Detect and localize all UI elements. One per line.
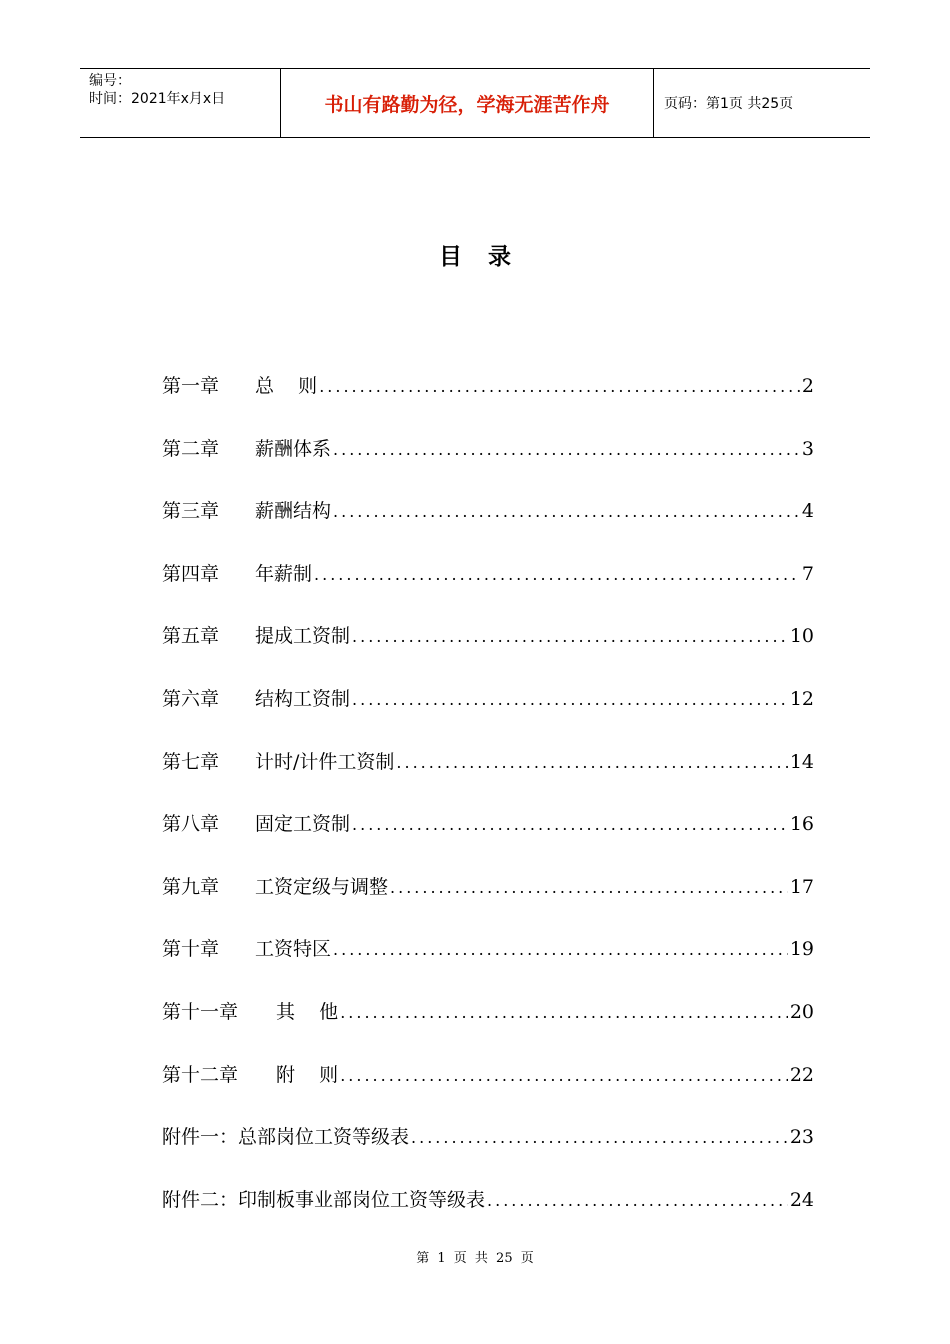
toc-entry[interactable] — [162, 618, 814, 681]
toc-dot-leader — [333, 932, 788, 968]
toc-chapter: 第六章 — [162, 687, 220, 710]
toc-chapter: 第二章 — [162, 437, 220, 460]
toc-page-number: 12 — [789, 687, 814, 710]
toc-chapter: 附件一： — [162, 1126, 239, 1149]
toc-dot-leader — [352, 807, 788, 843]
toc-title: 结构工资制 — [255, 687, 351, 710]
toc-entry[interactable] — [162, 806, 814, 869]
toc-chapter: 第十二章 — [162, 1063, 239, 1086]
toc-page-number: 19 — [789, 938, 814, 961]
toc-chapter: 第七章 — [162, 750, 220, 773]
toc-chapter: 附件二： — [162, 1188, 239, 1211]
header-page-code: 页码：第1页 共25页 — [664, 96, 794, 112]
toc-dot-leader — [390, 870, 788, 906]
toc-dot-leader — [314, 557, 800, 593]
toc-title: 年薪制 — [255, 562, 313, 585]
header-table — [80, 68, 870, 138]
toc-entry[interactable] — [162, 1119, 814, 1182]
toc-page-number: 2 — [801, 375, 814, 397]
toc-dot-leader — [333, 432, 800, 468]
toc-page-number: 14 — [789, 750, 814, 773]
toc-page-number: 7 — [801, 562, 814, 585]
toc-chapter: 第十一章 — [162, 1000, 239, 1023]
toc-dot-leader — [487, 1183, 788, 1219]
header-meta — [80, 69, 281, 137]
toc-chapter: 第五章 — [162, 625, 220, 648]
toc-page-number: 23 — [789, 1126, 814, 1149]
toc-dot-leader — [340, 995, 788, 1031]
toc-dot-leader — [319, 369, 800, 405]
toc-page-number: 10 — [789, 625, 814, 648]
header-motto: 书山有路勤为径，学海无涯苦作舟 — [281, 69, 654, 137]
toc-title: 其 他 — [276, 1000, 339, 1023]
toc-title: 总 则 — [255, 375, 318, 397]
toc-page-number: 24 — [789, 1188, 814, 1211]
toc-chapter: 第三章 — [162, 500, 220, 523]
toc-entry[interactable] — [162, 744, 814, 807]
toc-chapter: 第四章 — [162, 562, 220, 585]
toc-page-number: 17 — [789, 875, 814, 898]
toc-dot-leader — [352, 682, 788, 718]
toc-entry[interactable] — [162, 431, 814, 494]
toc-title: 总部岗位工资等级表 — [238, 1126, 410, 1149]
document-time-label: 时间：2021年x月x日 — [89, 91, 226, 107]
document-number-label: 编号： — [89, 73, 131, 89]
toc-page-number: 20 — [789, 1000, 814, 1023]
toc-entry[interactable] — [162, 931, 814, 994]
page-footer: 第 1 页 共 25 页 — [416, 1251, 534, 1266]
toc-title: 印制板事业部岗位工资等级表 — [238, 1188, 486, 1211]
table-of-contents — [162, 368, 814, 1244]
toc-chapter: 第九章 — [162, 875, 220, 898]
toc-title: 固定工资制 — [255, 813, 351, 836]
toc-page-number: 16 — [789, 813, 814, 836]
toc-entry[interactable] — [162, 1182, 814, 1245]
toc-chapter: 第八章 — [162, 813, 220, 836]
toc-dot-leader — [333, 494, 800, 530]
toc-title: 工资特区 — [255, 938, 332, 961]
toc-entry[interactable] — [162, 556, 814, 619]
document-title: 目录 — [439, 244, 537, 270]
toc-title: 工资定级与调整 — [255, 875, 389, 898]
toc-page-number: 4 — [801, 500, 814, 523]
toc-dot-leader — [352, 619, 788, 655]
toc-entry[interactable] — [162, 368, 814, 431]
toc-entry[interactable] — [162, 681, 814, 744]
toc-title: 附 则 — [276, 1063, 339, 1086]
toc-title: 薪酬结构 — [255, 500, 332, 523]
toc-chapter: 第一章 — [162, 375, 220, 397]
toc-page-number: 3 — [801, 437, 814, 460]
toc-title: 薪酬体系 — [255, 437, 332, 460]
toc-chapter: 第十章 — [162, 938, 220, 961]
toc-title: 计时/计件工资制 — [255, 750, 395, 773]
toc-dot-leader — [396, 745, 787, 781]
toc-entry[interactable] — [162, 493, 814, 556]
toc-title: 提成工资制 — [255, 625, 351, 648]
toc-page-number: 22 — [789, 1063, 814, 1086]
toc-dot-leader — [340, 1058, 788, 1094]
toc-dot-leader — [411, 1120, 788, 1156]
toc-entry[interactable] — [162, 1057, 814, 1120]
toc-entry[interactable] — [162, 869, 814, 932]
toc-entry[interactable] — [162, 994, 814, 1057]
